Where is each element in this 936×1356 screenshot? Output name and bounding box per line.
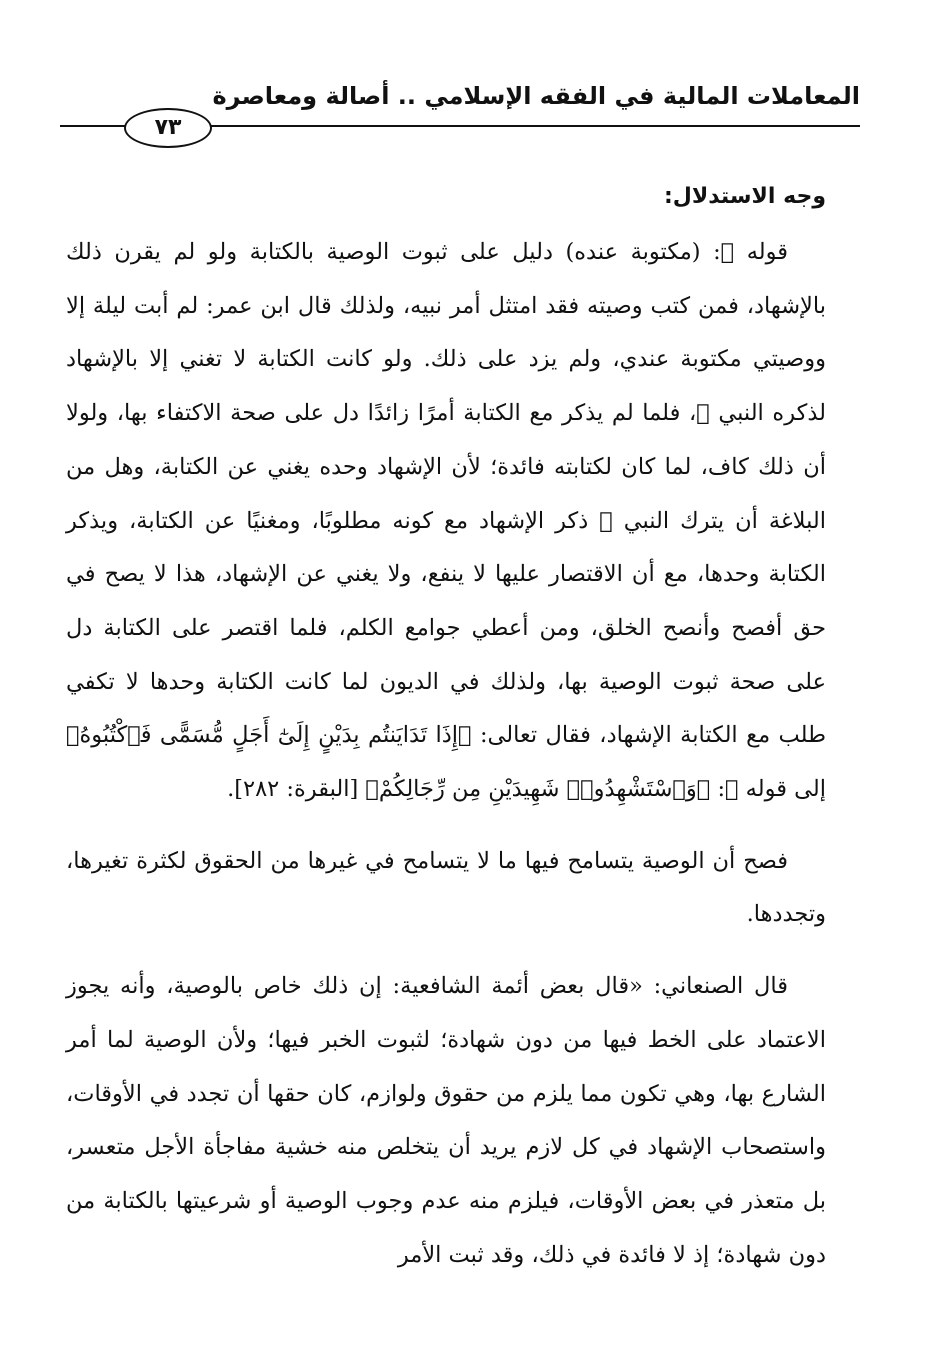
paragraph-1: قوله ﷺ: (مكتوبة عنده) دليل على ثبوت الوصية بالكتابة ولو لم يقرن ذلك بالإشهاد، فمن كتب وصيته فقد امتثل أمر نبيه، ولذلك قال ابن عمر: لم أبت ليلة إلا ووصيتي مكتوبة عندي، ولم يزد على ذلك. ولو كانت الكتابة لا تغني إلا بالإشهاد لذكره النبي ﷺ، فلما لم يذكر مع الكتابة أمرًا زائدًا دل على صحة الاكتفاء بها، ولولا أن ذلك كاف، لما كان لكتابته فائدة؛ لأن الإشهاد وحده يغني عن الكتابة، وهل من البلاغة أن يترك النبي ﷺ ذكر الإشهاد مع كونه مطلوبًا، ومغنيًا عن الكتابة، ويذكر الكتابة وحدها، مع أن الاقتصار عليها لا ينفع، ولا يغني عن الإشهاد، هذا لا يصح في حق أفصح وأنصح الخلق، ومن أعطي جوامع الكلم، فلما اقتصر على الكتابة دل على صحة ثبوت الوصية بها، ولذلك في الديون لما كانت الكتابة وحدها لا تكفي طلب مع الكتابة الإشهاد، فقال تعالى: ﴿إِذَا تَدَايَنتُم بِدَيْنٍ إِلَىٰٓ أَجَلٍ مُّسَمًّى فَٱكْتُبُوهُ﴾ إلى قوله ﷻ: ﴿وَٱسْتَشْهِدُوا۟ شَهِيدَيْنِ مِن رِّجَالِكُمْ﴾ [البقرة: ٢٨٢]. — [66, 239, 826, 803]
section-heading: وجه الاستدلال: — [663, 184, 826, 209]
paragraph-3: قال الصنعاني: «قال بعض أئمة الشافعية: إن ذلك خاص بالوصية، وأنه يجوز الاعتماد على الخط فيها من دون شهادة؛ لثبوت الخبر فيها؛ ولأن الوصية لما أمر الشارع بها، وهي تكون مما يلزم من حقوق ولوازم، كان حقها أن تجدد في الأوقات، واستصحاب الإشهاد في كل لازم يريد أن يتخلص منه خشية مفاجأة الأجل متعسر، بل متعذر في بعض الأوقات، فيلزم منه عدم وجوب الوصية أو شرعيتها بالكتابة من دون شهادة؛ إذ لا فائدة في ذلك، وقد ثبت الأمر — [66, 973, 826, 1268]
running-header — [60, 78, 860, 158]
book-title: المعاملات المالية في الفقه الإسلامي .. أصالة ومعاصرة — [212, 82, 860, 110]
page-number: ٧٣ — [124, 108, 212, 148]
paragraph-2: فصح أن الوصية يتسامح فيها ما لا يتسامح في غيرها من الحقوق لكثرة تغيرها، وتجددها. — [66, 847, 826, 928]
page-body — [66, 174, 826, 1282]
